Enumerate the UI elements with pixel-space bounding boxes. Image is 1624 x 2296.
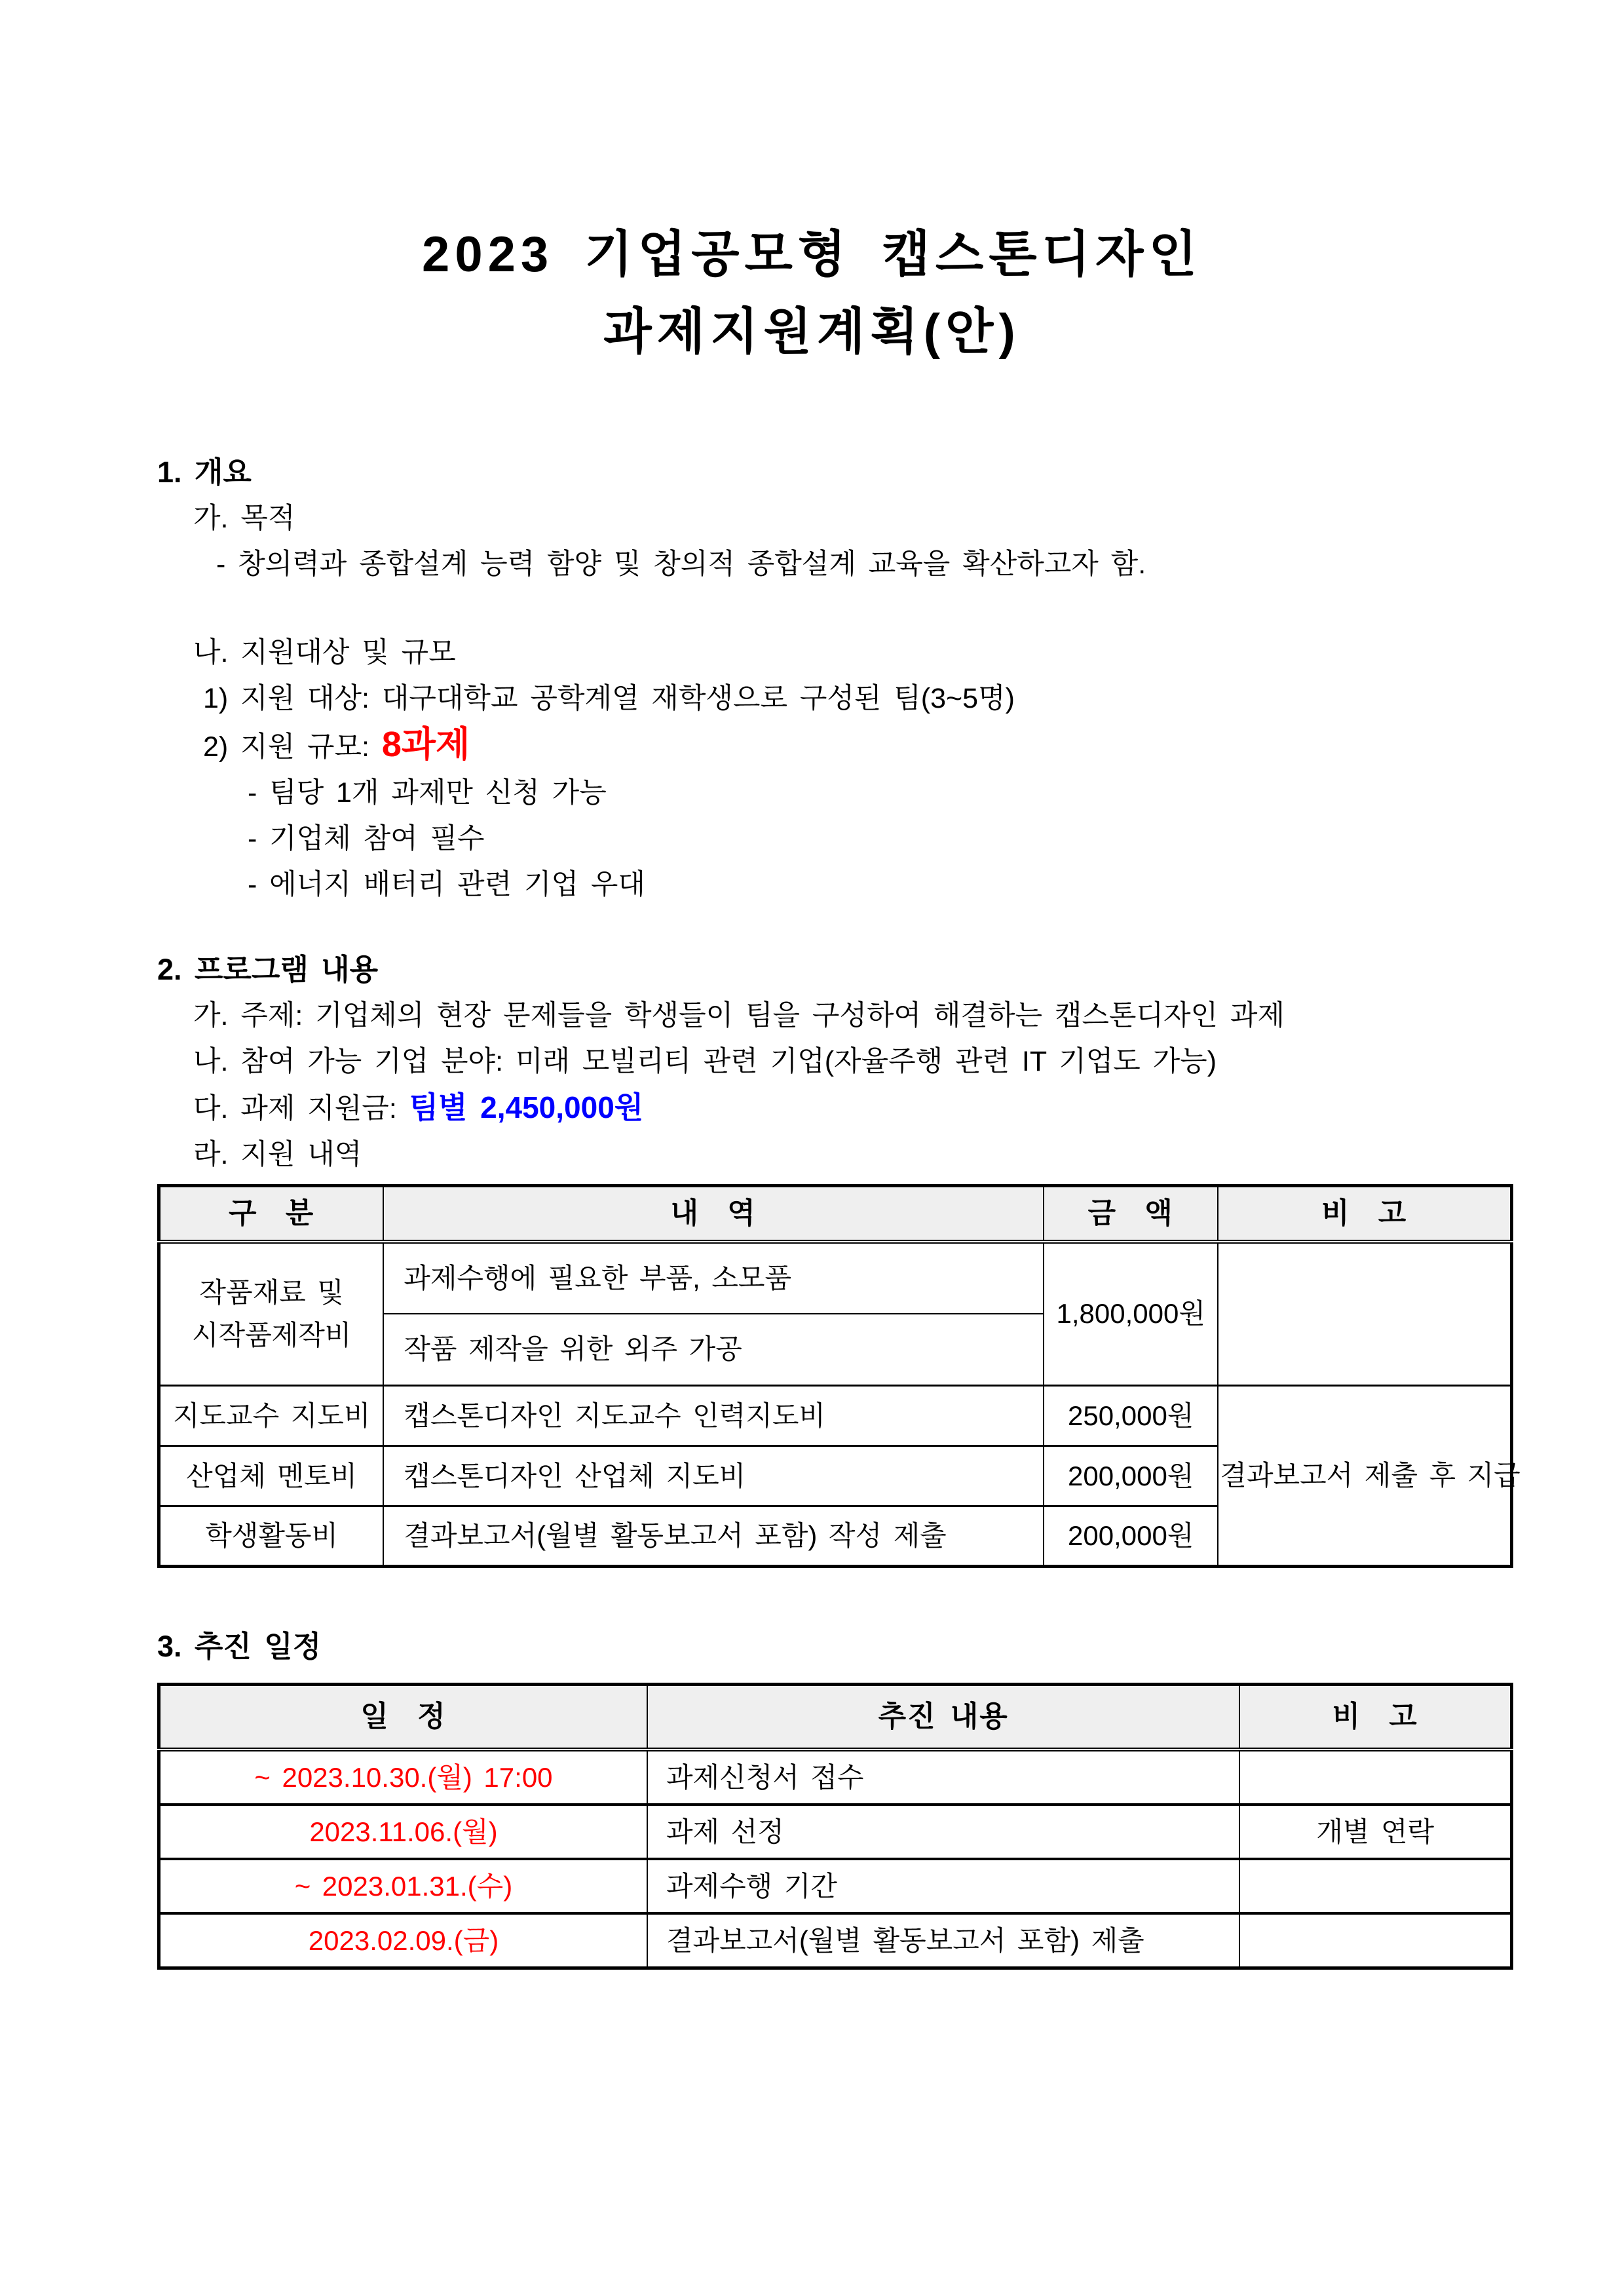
support-materials-note-empty [1218, 1242, 1511, 1386]
program-heading: 2. 프로그램 내용 [157, 952, 379, 986]
section-schedule [157, 1624, 1513, 1970]
schedule-row2-content: 과제 선정 [647, 1805, 1239, 1859]
program-grant-line [157, 1084, 1513, 1132]
schedule-header-date: 일 정 [159, 1685, 647, 1750]
schedule-heading: 3. 추진 일정 [157, 1630, 322, 1664]
support-student-detail: 결과보고서(월별 활동보고서 포함) 작성 제출 [383, 1506, 1044, 1567]
support-professor-amount: 250,000원 [1044, 1386, 1218, 1446]
support-merged-note: 결과보고서 제출 후 지급 [1218, 1386, 1511, 1567]
support-industry-category: 산업체 멘토비 [159, 1446, 384, 1506]
overview-scale-sub2: - 기업체 참여 필수 [248, 822, 485, 854]
overview-scale-sub3: - 에너지 배터리 관련 기업 우대 [248, 868, 645, 900]
support-table-header-row [159, 1185, 1512, 1242]
schedule-row1-content: 과제신청서 접수 [647, 1750, 1239, 1805]
schedule-row4-note [1239, 1913, 1511, 1968]
support-industry-detail: 캡스톤디자인 산업체 지도비 [383, 1446, 1044, 1506]
schedule-row1-note [1239, 1750, 1511, 1805]
schedule-row3-date: ~ 2023.01.31.(수) [159, 1859, 647, 1913]
support-student-category: 학생활동비 [159, 1506, 384, 1567]
schedule-row3-note [1239, 1859, 1511, 1913]
program-detail-label: 라. 지원 내역 [193, 1138, 362, 1170]
schedule-row3-content: 과제수행 기간 [647, 1859, 1239, 1913]
support-materials-category-line1: 작품재료 및 [199, 1277, 344, 1309]
section-program [157, 947, 1520, 1569]
schedule-row4-date: 2023.02.09.(금) [159, 1913, 647, 1968]
support-materials-category [159, 1242, 384, 1386]
support-materials-detail-parts: 과제수행에 필요한 부품, 소모품 [383, 1242, 1044, 1314]
table-row [159, 1913, 1512, 1968]
overview-purpose-label: 가. 목적 [193, 502, 295, 534]
schedule-table [157, 1683, 1513, 1970]
overview-scale-value: 8과제 [381, 724, 470, 764]
document-title-line-2: 과제지원계획(안) [603, 303, 1021, 360]
support-materials-amount: 1,800,000원 [1044, 1242, 1218, 1386]
schedule-header-note: 비 고 [1239, 1685, 1511, 1750]
overview-target-label: 나. 지원대상 및 규모 [193, 636, 456, 668]
section-overview [157, 450, 1513, 908]
support-student-amount: 200,000원 [1044, 1506, 1218, 1567]
document-title-line-1: 2023 기업공모형 캡스톤디자인 [422, 227, 1202, 282]
table-row [159, 1859, 1512, 1913]
overview-scale-sub1: - 팀당 1개 과제만 신청 가능 [248, 776, 607, 809]
support-materials-category-line2: 시작품제작비 [191, 1320, 352, 1351]
table-row [159, 1805, 1512, 1859]
support-professor-category: 지도교수 지도비 [159, 1386, 384, 1446]
program-field: 나. 참여 가능 기업 분야: 미래 모빌리티 관련 기업(자율주행 관련 IT 기업도 가능) [193, 1045, 1217, 1077]
table-row [159, 1750, 1512, 1805]
overview-scale-prefix: 2) 지원 규모: [203, 731, 382, 763]
program-topic: 가. 주제: 기업체의 현장 문제들을 학생들이 팀을 구성하여 해결하는 캡스톤디자인 과제 [193, 999, 1285, 1031]
table-row [159, 1386, 1512, 1446]
overview-purpose-desc: - 창의력과 종합설계 능력 함양 및 창의적 종합설계 교육을 확산하고자 함. [216, 548, 1146, 580]
schedule-header-content: 추진 내용 [647, 1685, 1239, 1750]
document-title [0, 0, 1624, 371]
support-detail-table [157, 1184, 1520, 1569]
program-grant-value: 팀별 2,450,000원 [409, 1090, 644, 1124]
support-header-amount: 금 액 [1044, 1185, 1218, 1242]
support-header-detail: 내 역 [383, 1185, 1044, 1242]
schedule-row1-date: ~ 2023.10.30.(월) 17:00 [254, 1761, 553, 1793]
overview-heading: 1. 개요 [157, 455, 252, 489]
schedule-row2-note: 개별 연락 [1239, 1805, 1511, 1859]
schedule-row2-date: 2023.11.06.(월) [159, 1805, 647, 1859]
support-materials-detail-outsourcing: 작품 제작을 위한 외주 가공 [383, 1314, 1044, 1386]
table-row [159, 1242, 1512, 1314]
document-body [0, 450, 1624, 1970]
program-grant-prefix: 다. 과제 지원금: [193, 1092, 409, 1124]
support-professor-detail: 캡스톤디자인 지도교수 인력지도비 [383, 1386, 1044, 1446]
support-industry-amount: 200,000원 [1044, 1446, 1218, 1506]
overview-scale-line [157, 721, 1513, 770]
overview-target-item1: 1) 지원 대상: 대구대학교 공학계열 재학생으로 구성된 팀(3~5명) [203, 682, 1015, 714]
schedule-table-header-row [159, 1685, 1512, 1750]
schedule-row4-content: 결과보고서(월별 활동보고서 포함) 제출 [647, 1913, 1239, 1968]
support-header-category: 구 분 [159, 1185, 384, 1242]
support-header-note: 비 고 [1218, 1185, 1511, 1242]
